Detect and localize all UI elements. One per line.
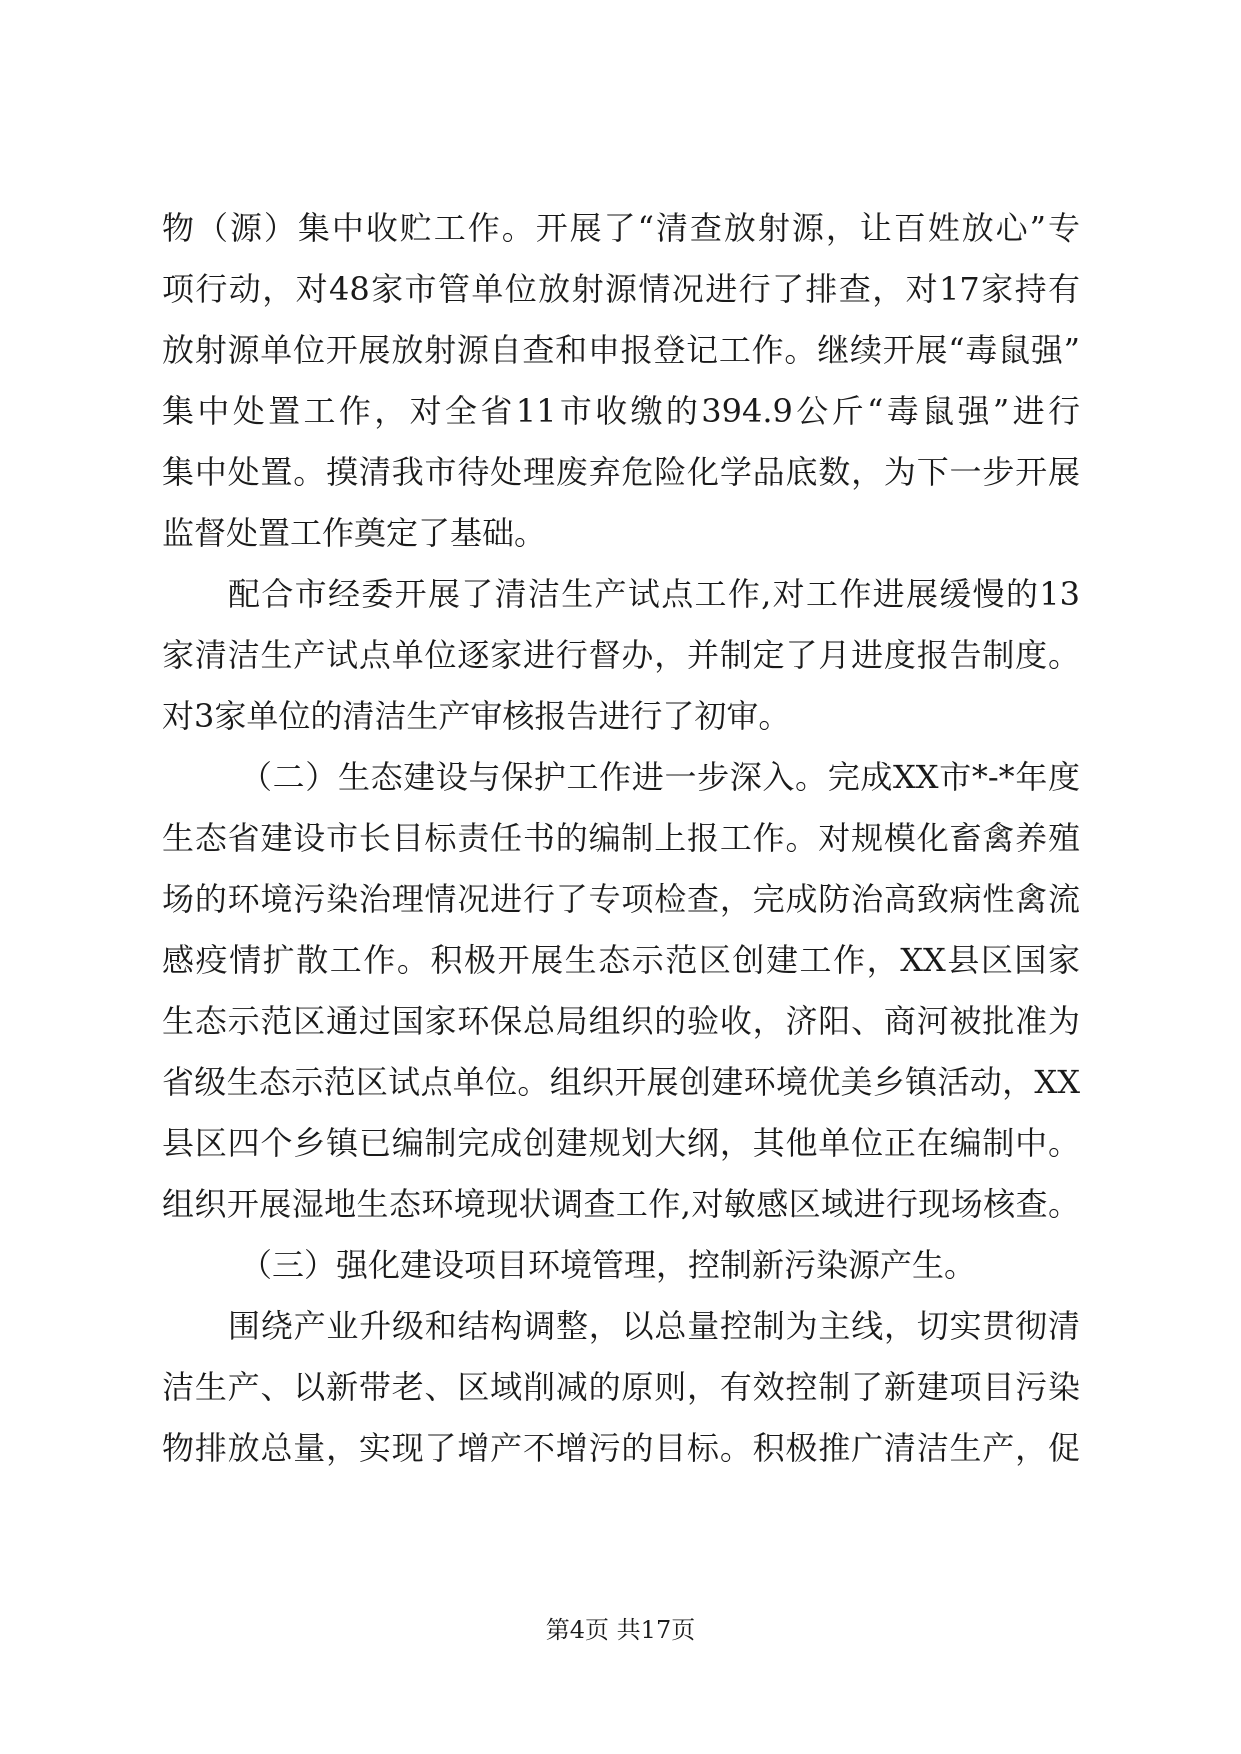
paragraph-line: 生态省建设市长目标责任书的编制上报工作。对规模化畜禽养殖	[162, 819, 1080, 857]
paragraph-line: 家清洁生产试点单位逐家进行督办，并制定了月进度报告制度。	[162, 636, 1080, 674]
paragraph-line: 省级生态示范区试点单位。组织开展创建环境优美乡镇活动，XX	[162, 1063, 1080, 1101]
paragraph-line: 围绕产业升级和结构调整，以总量控制为主线，切实贯彻清	[228, 1307, 1080, 1345]
paragraph-line: 生态示范区通过国家环保总局组织的验收，济阳、商河被批准为	[162, 1002, 1080, 1040]
paragraph-line: 配合市经委开展了清洁生产试点工作,对工作进展缓慢的13	[228, 575, 1080, 613]
paragraph-line: 场的环境污染治理情况进行了专项检查，完成防治高致病性禽流	[162, 880, 1080, 918]
paragraph-line: 项行动，对48家市管单位放射源情况进行了排查，对17家持有	[162, 270, 1080, 308]
paragraph-line: 县区四个乡镇已编制完成创建规划大纲，其他单位正在编制中。	[162, 1124, 1080, 1162]
paragraph-line: 放射源单位开展放射源自查和申报登记工作。继续开展“毒鼠强”	[162, 331, 1080, 369]
paragraph-line: 感疫情扩散工作。积极开展生态示范区创建工作，XX县区国家	[162, 941, 1080, 979]
paragraph-line: 监督处置工作奠定了基础。	[162, 514, 547, 552]
paragraph-line: 物排放总量，实现了增产不增污的目标。积极推广清洁生产，促	[162, 1429, 1080, 1467]
paragraph-line: 组织开展湿地生态环境现状调查工作,对敏感区域进行现场核查。	[162, 1185, 1080, 1223]
paragraph-line: 对3家单位的清洁生产审核报告进行了初审。	[162, 697, 791, 735]
paragraph-line: 集中处置。摸清我市待处理废弃危险化学品底数，为下一步开展	[162, 453, 1080, 491]
page-number-footer: 第4页 共17页	[545, 1616, 696, 1644]
section-heading-line: （二）生态建设与保护工作进一步深入。完成XX市*-*年度	[240, 758, 1080, 796]
paragraph-line: 集中处置工作，对全省11市收缴的394.9公斤“毒鼠强”进行	[162, 392, 1080, 430]
paragraph-line: 洁生产、以新带老、区域削减的原则，有效控制了新建项目污染	[162, 1368, 1080, 1406]
section-heading: （三）强化建设项目环境管理，控制新污染源产生。	[240, 1246, 977, 1284]
paragraph-line: 物（源）集中收贮工作。开展了“清查放射源，让百姓放心”专	[162, 209, 1080, 247]
